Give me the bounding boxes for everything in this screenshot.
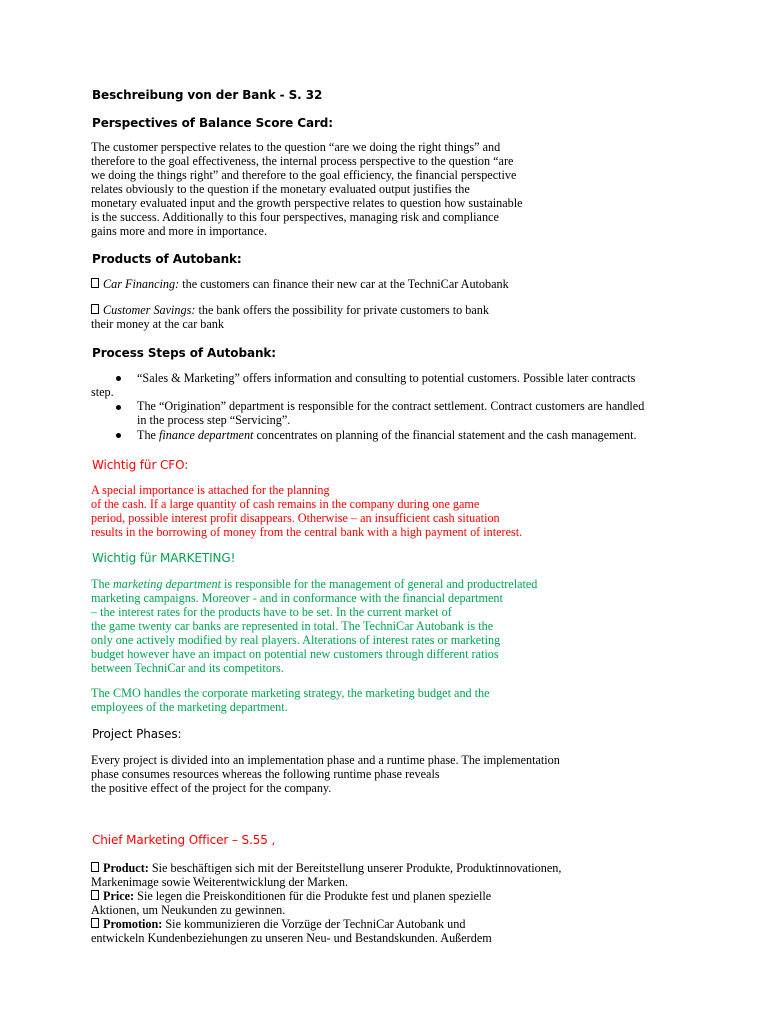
mix-text: Markenimage sowie Weiterentwicklung der Marken. <box>91 875 349 889</box>
marketing-line: marketing campaigns. Moreover - and in conformance with the financial department <box>91 591 503 605</box>
mix-label: Product: <box>103 861 149 875</box>
marketing-line: is responsible for the management of general and productrelated <box>220 577 538 591</box>
product-name: Car Financing: <box>103 277 180 291</box>
product-desc: the customers can finance their new car at the TechniCar Autobank <box>179 277 509 291</box>
phases-line: the positive effect of the project for the company. <box>91 781 332 795</box>
phases-line: Every project is divided into an implementation phase and a runtime phase. The implementation <box>91 753 560 767</box>
checkbox-glyph-icon <box>91 862 99 872</box>
mix-text: entwickeln Kundenbeziehungen zu unseren Neu- und Bestandskunden. Außerdem <box>91 931 492 945</box>
bullet-icon <box>116 433 121 438</box>
process-step-text: concentrates on planning of the financial statement and the cash management. <box>253 428 637 442</box>
product-car-financing <box>91 277 509 291</box>
product-desc: their money at the car bank <box>91 317 224 331</box>
marketing-line: The <box>91 577 113 591</box>
process-step-text: “Sales & Marketing” offers information and consulting to potential customers. Possible later contracts <box>137 371 636 385</box>
bsc-line: we doing the things right” and therefore to the goal efficiency, the financial perspective <box>91 168 517 182</box>
mix-label: Promotion: <box>103 917 163 931</box>
page-title: Beschreibung von der Bank - S. 32 <box>92 88 323 102</box>
marketing-line: – the interest rates for the products have to be set. In the current market of <box>91 605 452 619</box>
cfo-line: of the cash. If a large quantity of cash remains in the company during one game <box>91 497 480 511</box>
bsc-line: is the success. Additionally to this four perspectives, managing risk and compliance <box>91 210 499 224</box>
bsc-paragraph <box>91 140 523 238</box>
marketing-heading: Wichtig für MARKETING! <box>92 551 236 565</box>
process-heading: Process Steps of Autobank: <box>92 346 276 360</box>
marketing-line: the game twenty car banks are represented in total. The TechniCar Autobank is the <box>91 619 494 633</box>
cfo-heading: Wichtig für CFO: <box>92 458 189 472</box>
cfo-paragraph <box>91 483 522 539</box>
bsc-heading: Perspectives of Balance Score Card: <box>92 116 333 130</box>
cmo-role-paragraph <box>91 686 490 714</box>
mix-label: Price: <box>103 889 135 903</box>
process-step-text: in the process step “Servicing”. <box>137 413 291 427</box>
cfo-line: A special importance is attached for the planning <box>91 483 330 497</box>
cmo-mix-list <box>91 861 561 945</box>
process-step-emphasis: finance department <box>159 428 254 442</box>
marketing-line: between TechniCar and its competitors. <box>91 661 284 675</box>
product-name: Customer Savings: <box>103 303 196 317</box>
checkbox-glyph-icon <box>91 918 99 928</box>
bsc-line: The customer perspective relates to the question “are we doing the right things” and <box>91 140 501 154</box>
checkbox-glyph-icon <box>91 278 99 288</box>
process-step-3 <box>137 428 637 442</box>
product-customer-savings <box>91 303 489 331</box>
bullet-icon <box>116 376 121 381</box>
marketing-paragraph <box>91 577 537 675</box>
cfo-line: period, possible interest profit disappears. Otherwise – an insufficient cash situation <box>91 511 500 525</box>
process-step-1 <box>137 371 635 385</box>
cmo-role-line: employees of the marketing department. <box>91 700 288 714</box>
bsc-line: relates obviously to the question if the monetary evaluated output justifies the <box>91 182 470 196</box>
process-step-text: The “Origination” department is responsible for the contract settlement. Contract customers are handled <box>137 399 645 413</box>
cfo-line: results in the borrowing of money from the central bank with a high payment of interest. <box>91 525 523 539</box>
process-step-text: The <box>137 428 159 442</box>
process-step-2 <box>137 399 644 427</box>
mix-text: Sie legen die Preiskonditionen für die Produkte fest und planen spezielle <box>134 889 492 903</box>
marketing-line: only one actively modified by real players. Alterations of interest rates or marketing <box>91 633 501 647</box>
bsc-line: monetary evaluated input and the growth perspective relates to question how sustainable <box>91 196 523 210</box>
product-desc: the bank offers the possibility for private customers to bank <box>195 303 489 317</box>
phases-heading: Project Phases: <box>92 727 182 741</box>
bsc-line: gains more and more in importance. <box>91 224 267 238</box>
checkbox-glyph-icon <box>91 304 99 314</box>
mix-text: Sie beschäftigen sich mit der Bereitstellung unserer Produkte, Produktinnovationen, <box>148 861 562 875</box>
products-heading: Products of Autobank: <box>92 252 242 266</box>
checkbox-glyph-icon <box>91 890 99 900</box>
mix-text: Sie kommunizieren die Vorzüge der TechniCar Autobank und <box>162 917 466 931</box>
process-step-1-continued: step. <box>91 385 114 399</box>
bullet-icon <box>116 405 121 410</box>
marketing-emphasis: marketing department <box>113 577 221 591</box>
mix-text: Aktionen, um Neukunden zu gewinnen. <box>91 903 286 917</box>
cmo-heading: Chief Marketing Officer – S.55 , <box>92 833 276 847</box>
marketing-line: budget however have an impact on potential new customers through different ratios <box>91 647 499 661</box>
phases-line: phase consumes resources whereas the following runtime phase reveals <box>91 767 440 781</box>
bsc-line: therefore to the goal effectiveness, the internal process perspective to the question “are <box>91 154 514 168</box>
phases-paragraph <box>91 753 560 795</box>
cmo-role-line: The CMO handles the corporate marketing strategy, the marketing budget and the <box>91 686 490 700</box>
